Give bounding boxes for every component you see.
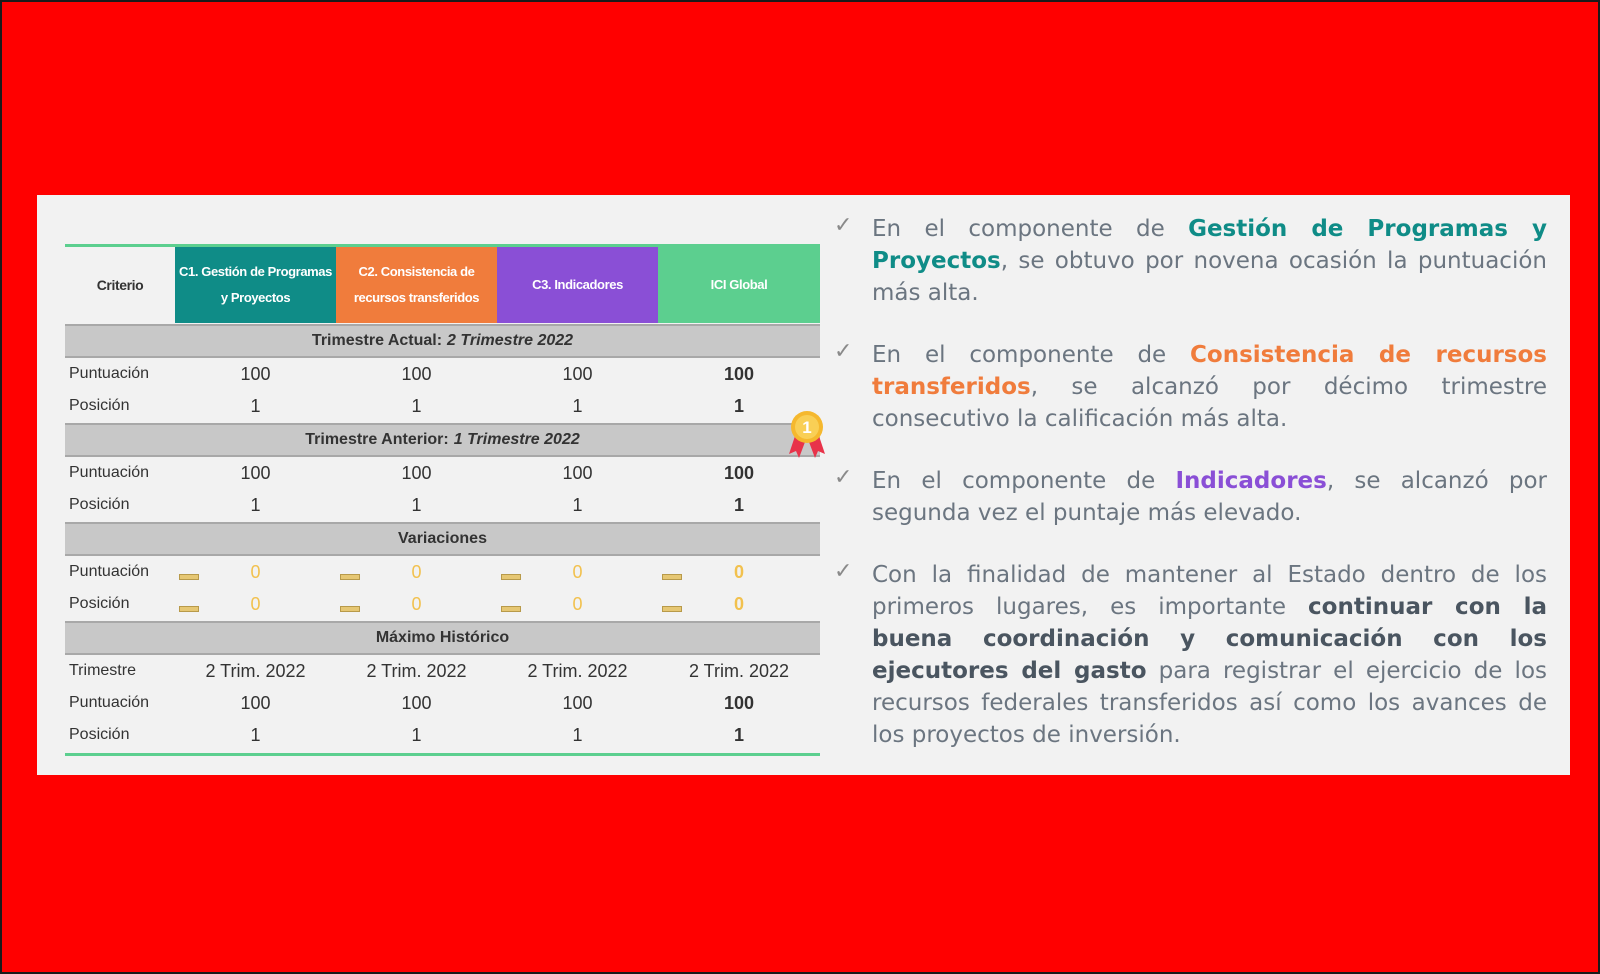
row-label: Puntuación	[69, 563, 150, 580]
cell-ici: 2 Trim. 2022	[688, 660, 790, 681]
checkmark-icon: ✓	[834, 339, 853, 364]
cell-ici: 1	[733, 494, 744, 515]
no-change-dash-icon	[501, 606, 521, 612]
cell-c2	[336, 562, 497, 583]
results-table	[65, 244, 820, 756]
header-c2: C2. Consistencia de recursos transferidos	[336, 247, 497, 323]
table-row	[65, 719, 820, 751]
section-variaciones	[65, 522, 820, 556]
table-row	[65, 358, 820, 390]
text-segment: En el componente de	[872, 216, 1189, 242]
section-trimestre-anterior	[65, 423, 820, 457]
content-panel	[37, 195, 1570, 775]
section-period: 1 Trimestre 2022	[453, 431, 580, 448]
cell-c2: 2 Trim. 2022	[366, 660, 467, 681]
section-maximo-historico	[65, 621, 820, 655]
bullet-recomendacion	[832, 559, 1547, 751]
header-c3: C3. Indicadores	[497, 247, 658, 323]
variation-value: 0	[733, 561, 744, 582]
bullet-text	[872, 213, 1547, 309]
section-title: Trimestre Anterior:	[305, 431, 449, 448]
cell-c3: 1	[572, 724, 583, 745]
cell-c1: 1	[250, 724, 261, 745]
highlight-recommendation: continuar con la buena coordinación y comunicación con los ejecutores del gasto	[872, 594, 1547, 684]
bullet-consistencia	[832, 339, 1547, 435]
header-criterio: Criterio	[65, 247, 175, 323]
row-label: Posición	[69, 496, 130, 513]
table-row	[65, 390, 820, 422]
bullet-indicadores	[832, 465, 1547, 529]
text-segment: En el componente de	[872, 468, 1176, 494]
cell-c3: 100	[562, 462, 593, 483]
cell-ici: 100	[723, 363, 755, 384]
cell-c2: 100	[401, 363, 432, 384]
summary-bullets	[832, 213, 1547, 781]
cell-ici: 1	[733, 724, 744, 745]
table-row	[65, 556, 820, 588]
text-segment: , se alcanzó por segunda vez el puntaje más elevado.	[872, 468, 1547, 526]
variation-value: 0	[733, 593, 744, 614]
header-ici-global: ICI Global	[658, 247, 820, 323]
header-c1: C1. Gestión de Programas y Proyectos	[175, 247, 336, 323]
cell-ici: 100	[723, 462, 755, 483]
bullet-text	[872, 339, 1547, 435]
no-change-dash-icon	[662, 574, 682, 580]
variation-value: 0	[572, 593, 583, 614]
cell-c1: 100	[240, 363, 271, 384]
table-row	[65, 588, 820, 620]
cell-c1: 1	[250, 494, 261, 515]
cell-c2: 1	[411, 395, 422, 416]
cell-c1: 2 Trim. 2022	[205, 660, 306, 681]
cell-c2	[336, 594, 497, 615]
variation-value: 0	[411, 561, 422, 582]
row-label: Posición	[69, 397, 130, 414]
no-change-dash-icon	[179, 606, 199, 612]
text-segment: Con la finalidad de mantener al Estado dentro de los primeros lugares, es importante	[872, 562, 1547, 620]
row-label: Posición	[69, 726, 130, 743]
variation-value: 0	[250, 593, 261, 614]
checkmark-icon: ✓	[834, 465, 853, 490]
row-label: Posición	[69, 595, 130, 612]
variation-value: 0	[250, 561, 261, 582]
bullet-gestion	[832, 213, 1547, 309]
section-trimestre-actual	[65, 324, 820, 358]
table-row	[65, 489, 820, 521]
cell-c3: 1	[572, 494, 583, 515]
row-label: Puntuación	[69, 464, 150, 481]
table-row	[65, 687, 820, 719]
table-row	[65, 457, 820, 489]
row-label: Puntuación	[69, 365, 150, 382]
cell-c3: 1	[572, 395, 583, 416]
cell-c3	[497, 562, 658, 583]
text-segment: , se obtuvo por novena ocasión la puntuación más alta.	[872, 248, 1547, 306]
variation-value: 0	[572, 561, 583, 582]
section-period: 2 Trimestre 2022	[447, 332, 574, 349]
cell-c2: 1	[411, 724, 422, 745]
text-segment: En el componente de	[872, 342, 1191, 368]
medal-number: 1	[802, 418, 812, 437]
bullet-text	[872, 465, 1547, 529]
highlight-c1: Gestión de Programas y Proyectos	[872, 216, 1547, 274]
row-label: Trimestre	[69, 662, 136, 679]
cell-c3: 2 Trim. 2022	[527, 660, 628, 681]
checkmark-icon: ✓	[834, 213, 853, 238]
variation-value: 0	[411, 593, 422, 614]
cell-c1: 100	[240, 692, 271, 713]
no-change-dash-icon	[340, 606, 360, 612]
cell-c1	[175, 562, 336, 583]
no-change-dash-icon	[501, 574, 521, 580]
cell-ici	[658, 562, 820, 583]
section-title: Máximo Histórico	[375, 629, 510, 646]
table-bottom-rule	[65, 753, 820, 756]
no-change-dash-icon	[179, 574, 199, 580]
text-segment: , se alcanzó por décimo trimestre consecutivo la calificación más alta.	[872, 374, 1547, 432]
section-title: Trimestre Actual:	[311, 332, 443, 349]
cell-ici	[658, 594, 820, 615]
bullet-text	[872, 559, 1547, 751]
highlight-c2: Consistencia de recursos transferidos	[872, 342, 1547, 400]
row-label: Puntuación	[69, 694, 150, 711]
cell-c1	[175, 594, 336, 615]
text-segment: para registrar el ejercicio de los recursos federales transferidos así como los avances de los proyectos de inversión.	[872, 658, 1547, 748]
cell-ici: 1	[733, 395, 744, 416]
cell-ici: 100	[723, 692, 755, 713]
table-row	[65, 655, 820, 687]
cell-c2: 100	[401, 462, 432, 483]
highlight-c3: Indicadores	[1175, 468, 1327, 494]
cell-c2: 1	[411, 494, 422, 515]
table-header	[65, 247, 820, 323]
cell-c1: 1	[250, 395, 261, 416]
cell-c3: 100	[562, 692, 593, 713]
no-change-dash-icon	[340, 574, 360, 580]
cell-c3: 100	[562, 363, 593, 384]
checkmark-icon: ✓	[834, 559, 853, 584]
no-change-dash-icon	[662, 606, 682, 612]
section-title: Variaciones	[398, 530, 487, 547]
cell-c2: 100	[401, 692, 432, 713]
first-place-medal-icon	[787, 410, 827, 460]
cell-c3	[497, 594, 658, 615]
cell-c1: 100	[240, 462, 271, 483]
